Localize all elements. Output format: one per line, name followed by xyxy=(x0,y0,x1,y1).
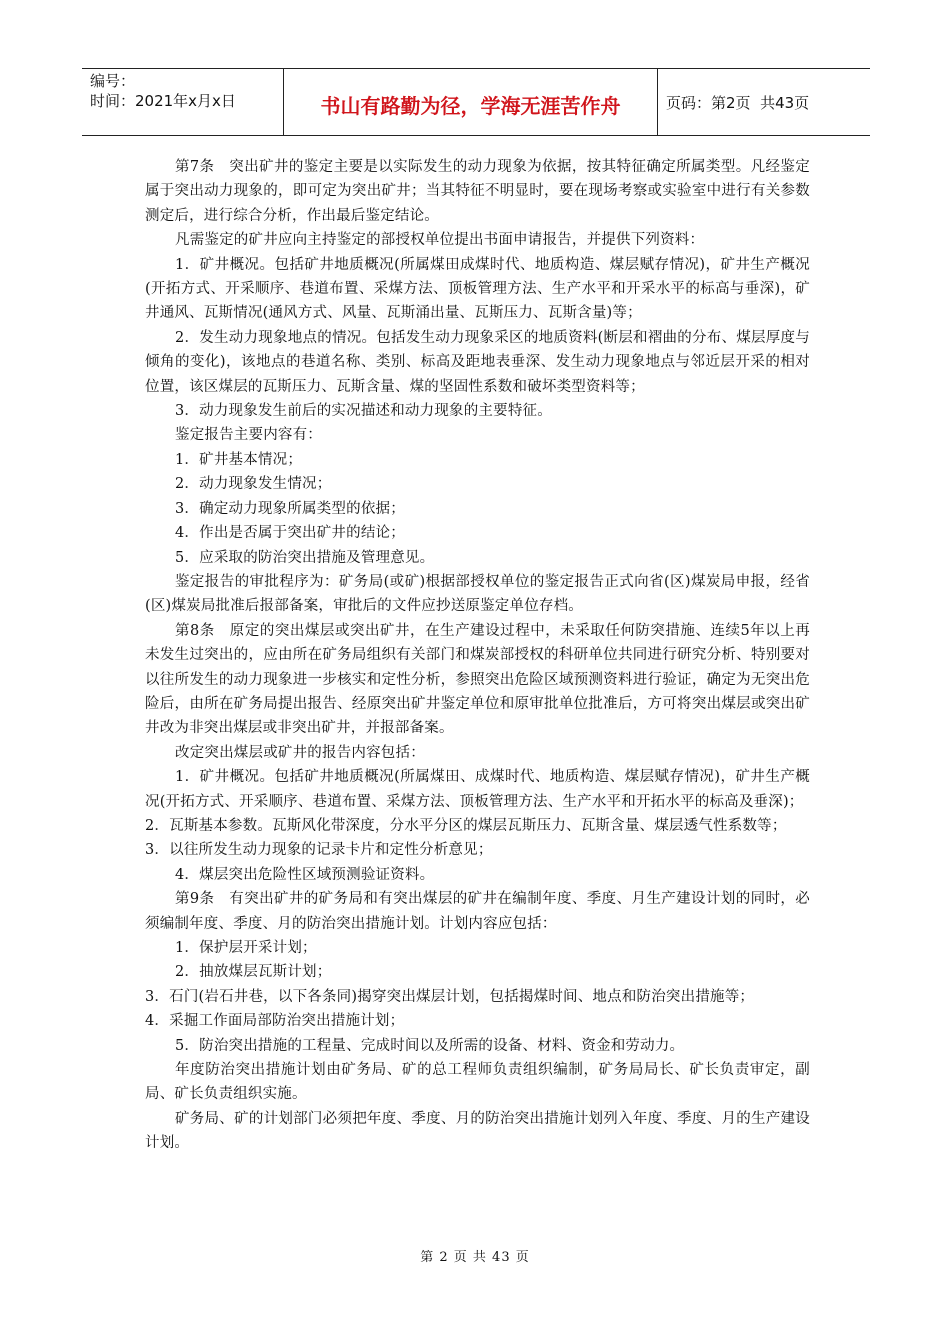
list-item: 5．防治突出措施的工程量、完成时间以及所需的设备、材料、资金和劳动力。 xyxy=(175,1037,685,1054)
list-item: 3．确定动力现象所属类型的依据； xyxy=(175,500,405,517)
header-page-info xyxy=(658,69,870,135)
paragraph-article-7: 第7条 突出矿井的鉴定主要是以实际发生的动力现象为依据，按其特征确定所属类型。凡经鉴定属于突出动力现象的，即可定为突出矿井；当其特征不明显时，要在现场考察或实验室中进行有关参数测定后，进行综合分析，作出最后鉴定结论。 xyxy=(145,159,810,224)
list-item: 4．作出是否属于突出矿井的结论； xyxy=(175,525,405,542)
list-item: 2．动力现象发生情况； xyxy=(175,476,332,493)
document-number-label: 编号： xyxy=(90,72,136,90)
paragraph: 凡需鉴定的矿井应向主持鉴定的部授权单位提出书面申请报告，并提供下列资料： xyxy=(175,232,705,249)
list-item: 3．以往所发生动力现象的记录卡片和定性分析意见； xyxy=(145,842,493,859)
list-item: 4．采掘工作面局部防治突出措施计划； xyxy=(145,1013,405,1030)
paragraph-article-8: 第8条 原定的突出煤层或突出矿井，在生产建设过程中，未采取任何防突措施、连续5年以上再未发生过突出的，应由所在矿务局组织有关部门和煤炭部授权的科研单位共同进行研究分析、特别要对以往所发生的动力现象进一步核实和定性分析，参照突出危险区域预测资料进行验证，确定为无突出危险后，由所在矿务局提出报告、经原突出矿井鉴定单位和原审批单位批准后，方可将突出煤层或突出矿井改为非突出煤层或非突出矿井，并报部备案。 xyxy=(145,622,810,737)
list-item: 1．矿井概况。包括矿井地质概况(所属煤田、成煤时代、地质构造、煤层赋存情况)，矿井生产概况(开拓方式、开采顺序、巷道布置、采煤方法、顶板管理方法、生产水平和开拓水平的标高及垂深)； xyxy=(145,769,810,810)
paragraph: 改定突出煤层或矿井的报告内容包括： xyxy=(175,744,425,761)
list-item: 1．保护层开采计划； xyxy=(175,940,317,956)
list-item: 2．瓦斯基本参数。瓦斯风化带深度，分水平分区的煤层瓦斯压力、瓦斯含量、煤层透气性系数等； xyxy=(145,817,787,834)
list-item: 2．抽放煤层瓦斯计划； xyxy=(175,964,332,981)
list-item: 3．石门(岩石井巷，以下各条同)揭穿突出煤层计划，包括揭煤时间、地点和防治突出措施等； xyxy=(145,988,755,1005)
paragraph-article-9: 第9条 有突出矿井的矿务局和有突出煤层的矿井在编制年度、季度、月生产建设计划的同时，必须编制年度、季度、月的防治突出措施计划。计划内容应包括： xyxy=(145,891,810,932)
page-info-text: 页码：第2页 共43页 xyxy=(666,93,810,112)
header-motto: 书山有路勤为径，学海无涯苦作舟 xyxy=(284,69,658,135)
paragraph: 矿务局、矿的计划部门必须把年度、季度、月的防治突出措施计划列入年度、季度、月的生产建设计划。 xyxy=(145,1110,810,1152)
document-date-label: 时间：2021年x月x日 xyxy=(90,92,236,110)
paragraph: 鉴定报告主要内容有： xyxy=(175,427,322,444)
page-footer: 第 2 页 共 43 页 xyxy=(420,1250,530,1265)
body-content xyxy=(145,155,810,1156)
paragraph: 鉴定报告的审批程序为：矿务局(或矿)根据部授权单位的鉴定报告正式向省(区)煤炭局申报，经省(区)煤炭局批准后报部备案，审批后的文件应抄送原鉴定单位存档。 xyxy=(145,573,810,615)
list-item: 5．应采取的防治突出措施及管理意见。 xyxy=(175,549,435,566)
paragraph: 年度防治突出措施计划由矿务局、矿的总工程师负责组织编制，矿务局局长、矿长负责审定，副局、矿长负责组织实施。 xyxy=(145,1062,810,1103)
list-item: 1．矿井概况。包括矿井地质概况(所属煤田成煤时代、地质构造、煤层赋存情况)，矿井生产概况(开拓方式、开采顺序、巷道布置、采煤方法、顶板管理方法、生产水平和开采水平的标高与垂深)，矿井通风、瓦斯情况(通风方式、风量、瓦斯涌出量、瓦斯压力、瓦斯含量)等； xyxy=(145,256,810,322)
header-meta xyxy=(82,69,284,135)
list-item: 1．矿井基本情况； xyxy=(175,451,303,468)
list-item: 3．动力现象发生前后的实况描述和动力现象的主要特征。 xyxy=(175,403,552,420)
list-item: 2．发生动力现象地点的情况。包括发生动力现象采区的地质资料(断层和褶曲的分布、煤层厚度与倾角的变化)，该地点的巷道名称、类别、标高及距地表垂深、发生动力现象地点与邻近层开采的相对位置，该区煤层的瓦斯压力、瓦斯含量、煤的坚固性系数和破坏类型资料等； xyxy=(145,329,810,395)
list-item: 4．煤层突出危险性区域预测验证资料。 xyxy=(175,866,435,883)
page-header xyxy=(82,68,870,136)
